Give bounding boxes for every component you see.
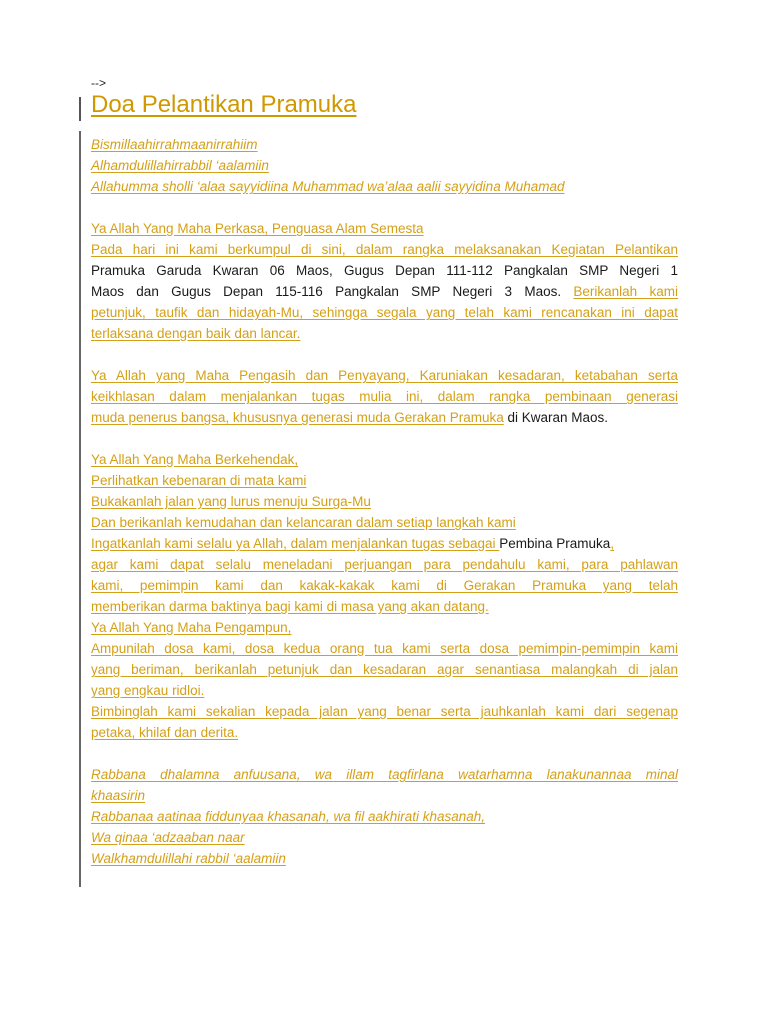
- closing-line-4[interactable]: Wa qinaa ‘adzaaban naar: [91, 830, 245, 845]
- p3-line-2[interactable]: Perlihatkan kebenaran di mata kami: [91, 473, 307, 488]
- p3-line-5-text: Pembina Pramuka: [499, 536, 611, 551]
- title-margin-bar: [79, 97, 81, 121]
- prayer-content: [91, 134, 678, 869]
- page-title[interactable]: Doa Pelantikan Pramuka: [91, 91, 357, 118]
- p1-line-2[interactable]: Pada hari ini kami berkumpul di sini, dalam rangka melaksanakan Kegiatan Pelantikan: [91, 242, 678, 257]
- p3-line-5-comma[interactable]: ,: [610, 536, 615, 551]
- p2-line-3-text: di Kwaran Maos.: [503, 410, 609, 425]
- closing-line-5[interactable]: Walkhamdulillahi rabbil ‘aalamiin: [91, 851, 286, 866]
- p3-line-13[interactable]: Bimbinglah kami sekalian kepada jalan yang benar serta jauhkanlah kami dari segenap: [91, 704, 678, 719]
- p1-line-4-link[interactable]: Berikanlah kami: [573, 284, 678, 299]
- content-margin-bar: [79, 131, 81, 887]
- p2-line-3-link[interactable]: muda penerus bangsa, khususnya generasi muda Gerakan Pramuka: [91, 410, 504, 425]
- p1-line-4-text: Maos dan Gugus Depan 115-116 Pangkalan SMP Negeri 3 Maos.: [91, 284, 574, 299]
- closing-line-3[interactable]: Rabbanaa aatinaa fiddunyaa khasanah, wa fil aakhirati khasanah,: [91, 809, 486, 824]
- p3-line-10[interactable]: Ampunilah dosa kami, dosa kedua orang tua kami serta dosa pemimpin-pemimpin kami: [91, 641, 678, 656]
- p3-line-12[interactable]: yang engkau ridloi.: [91, 683, 205, 698]
- p1-line-1[interactable]: Ya Allah Yang Maha Perkasa, Penguasa Alam Semesta: [91, 221, 424, 236]
- opening-line-3[interactable]: Allahumma sholli ‘alaa sayyidiina Muhammad wa’alaa aalii sayyidina Muhamad: [91, 179, 565, 194]
- p3-line-14[interactable]: petaka, khilaf dan derita.: [91, 725, 239, 740]
- p1-line-5[interactable]: petunjuk, taufik dan hidayah-Mu, sehingga segala yang telah kami rencanakan ini dapat: [91, 305, 678, 320]
- opening-line-1[interactable]: Bismillaahirrahmaanirrahiim: [91, 137, 258, 152]
- p3-line-3[interactable]: Bukakanlah jalan yang lurus menuju Surga-Mu: [91, 494, 371, 509]
- p2-line-3: [91, 407, 678, 428]
- p1-line-6[interactable]: terlaksana dengan baik dan lancar.: [91, 326, 301, 341]
- p3-line-7[interactable]: kami, pemimpin kami dan kakak-kakak kami di Gerakan Pramuka yang telah: [91, 578, 678, 593]
- p3-line-8[interactable]: memberikan darma baktinya bagi kami di masa yang akan datang.: [91, 599, 489, 614]
- p3-line-4[interactable]: Dan berikanlah kemudahan dan kelancaran dalam setiap langkah kami: [91, 515, 516, 530]
- p2-line-2[interactable]: keikhlasan dalam menjalankan tugas mulia ini, dalam rangka pembinaan generasi: [91, 389, 678, 404]
- closing-line-2[interactable]: khaasirin: [91, 788, 146, 803]
- comment-marker: -->: [91, 76, 106, 90]
- opening-line-2[interactable]: Alhamdulillahirrabbil ‘aalamiin: [91, 158, 269, 173]
- closing-line-1[interactable]: Rabbana dhalamna anfuusana, wa illam tagfirlana watarhamna lanakunannaa minal: [91, 767, 678, 782]
- p3-line-5: [91, 533, 678, 554]
- p1-line-3: Pramuka Garuda Kwaran 06 Maos, Gugus Depan 111-112 Pangkalan SMP Negeri 1: [91, 263, 678, 278]
- p3-line-11[interactable]: yang beriman, berikanlah petunjuk dan kesadaran agar senantiasa malangkah di jalan: [91, 662, 678, 677]
- p2-line-1[interactable]: Ya Allah yang Maha Pengasih dan Penyayang, Karuniakan kesadaran, ketabahan serta: [91, 368, 678, 383]
- p1-line-4: [91, 281, 678, 302]
- p3-line-1[interactable]: Ya Allah Yang Maha Berkehendak,: [91, 452, 299, 467]
- p3-line-6[interactable]: agar kami dapat selalu meneladani perjuangan para pendahulu kami, para pahlawan: [91, 557, 678, 572]
- p3-line-5-link[interactable]: Ingatkanlah kami selalu ya Allah, dalam menjalankan tugas sebagai: [91, 536, 500, 551]
- p3-line-9[interactable]: Ya Allah Yang Maha Pengampun,: [91, 620, 292, 635]
